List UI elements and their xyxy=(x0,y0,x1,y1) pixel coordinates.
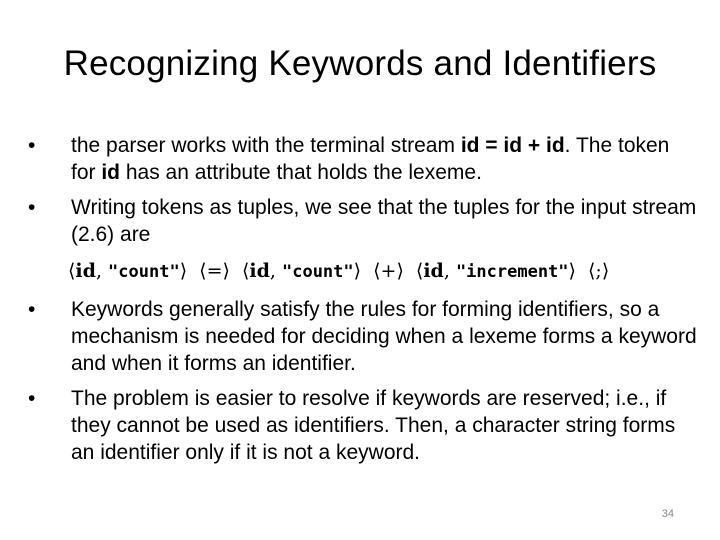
slide-title: Recognizing Keywords and Identifiers xyxy=(63,44,657,83)
bullet-item-2 xyxy=(28,194,698,248)
tuple-id-increment: ⟨id, "increment"⟩ xyxy=(415,260,576,282)
bullet-item-4 xyxy=(28,385,698,466)
tuple-id-count: ⟨id, "count"⟩ xyxy=(68,260,188,282)
tuple-semicolon: ⟨;⟩ xyxy=(588,260,610,282)
bullet-marker: • xyxy=(28,196,36,219)
bullet-marker: • xyxy=(28,387,36,410)
bullet-text: The problem is easier to resolve if keywords are reserved; i.e., if they cannot be used as identifiers. Then, a character string forms an identifier only if it is not a keyword. xyxy=(71,387,676,464)
bullet-text: Keywords generally satisfy the rules for forming identifiers, so a mechanism is needed for deciding when a lexeme forms a keyword and when it forms an identifier. xyxy=(71,298,697,375)
tuple-assign: ⟨=⟩ xyxy=(199,260,230,282)
bullet-item-3 xyxy=(28,296,698,377)
token-tuple-sequence xyxy=(68,256,698,286)
token-stream: id = id + id xyxy=(460,134,565,157)
bullet-marker: • xyxy=(28,298,36,321)
bullet-text: Writing tokens as tuples, we see that the tuples for the input stream (2.6) are xyxy=(71,196,697,246)
tuple-plus: ⟨+⟩ xyxy=(373,260,404,282)
bullet-text: has an attribute that holds the lexeme. xyxy=(120,161,482,184)
tuple-id-count-2: ⟨id, "count"⟩ xyxy=(241,260,362,282)
page-number: 34 xyxy=(661,508,674,520)
slide-content xyxy=(28,132,698,474)
bullet-text: . The token for xyxy=(71,134,670,184)
token-id: id xyxy=(101,161,121,184)
bullet-marker: • xyxy=(28,134,36,157)
bullet-item-1 xyxy=(28,132,698,186)
bullet-text: the parser works with the terminal stream xyxy=(71,134,461,157)
